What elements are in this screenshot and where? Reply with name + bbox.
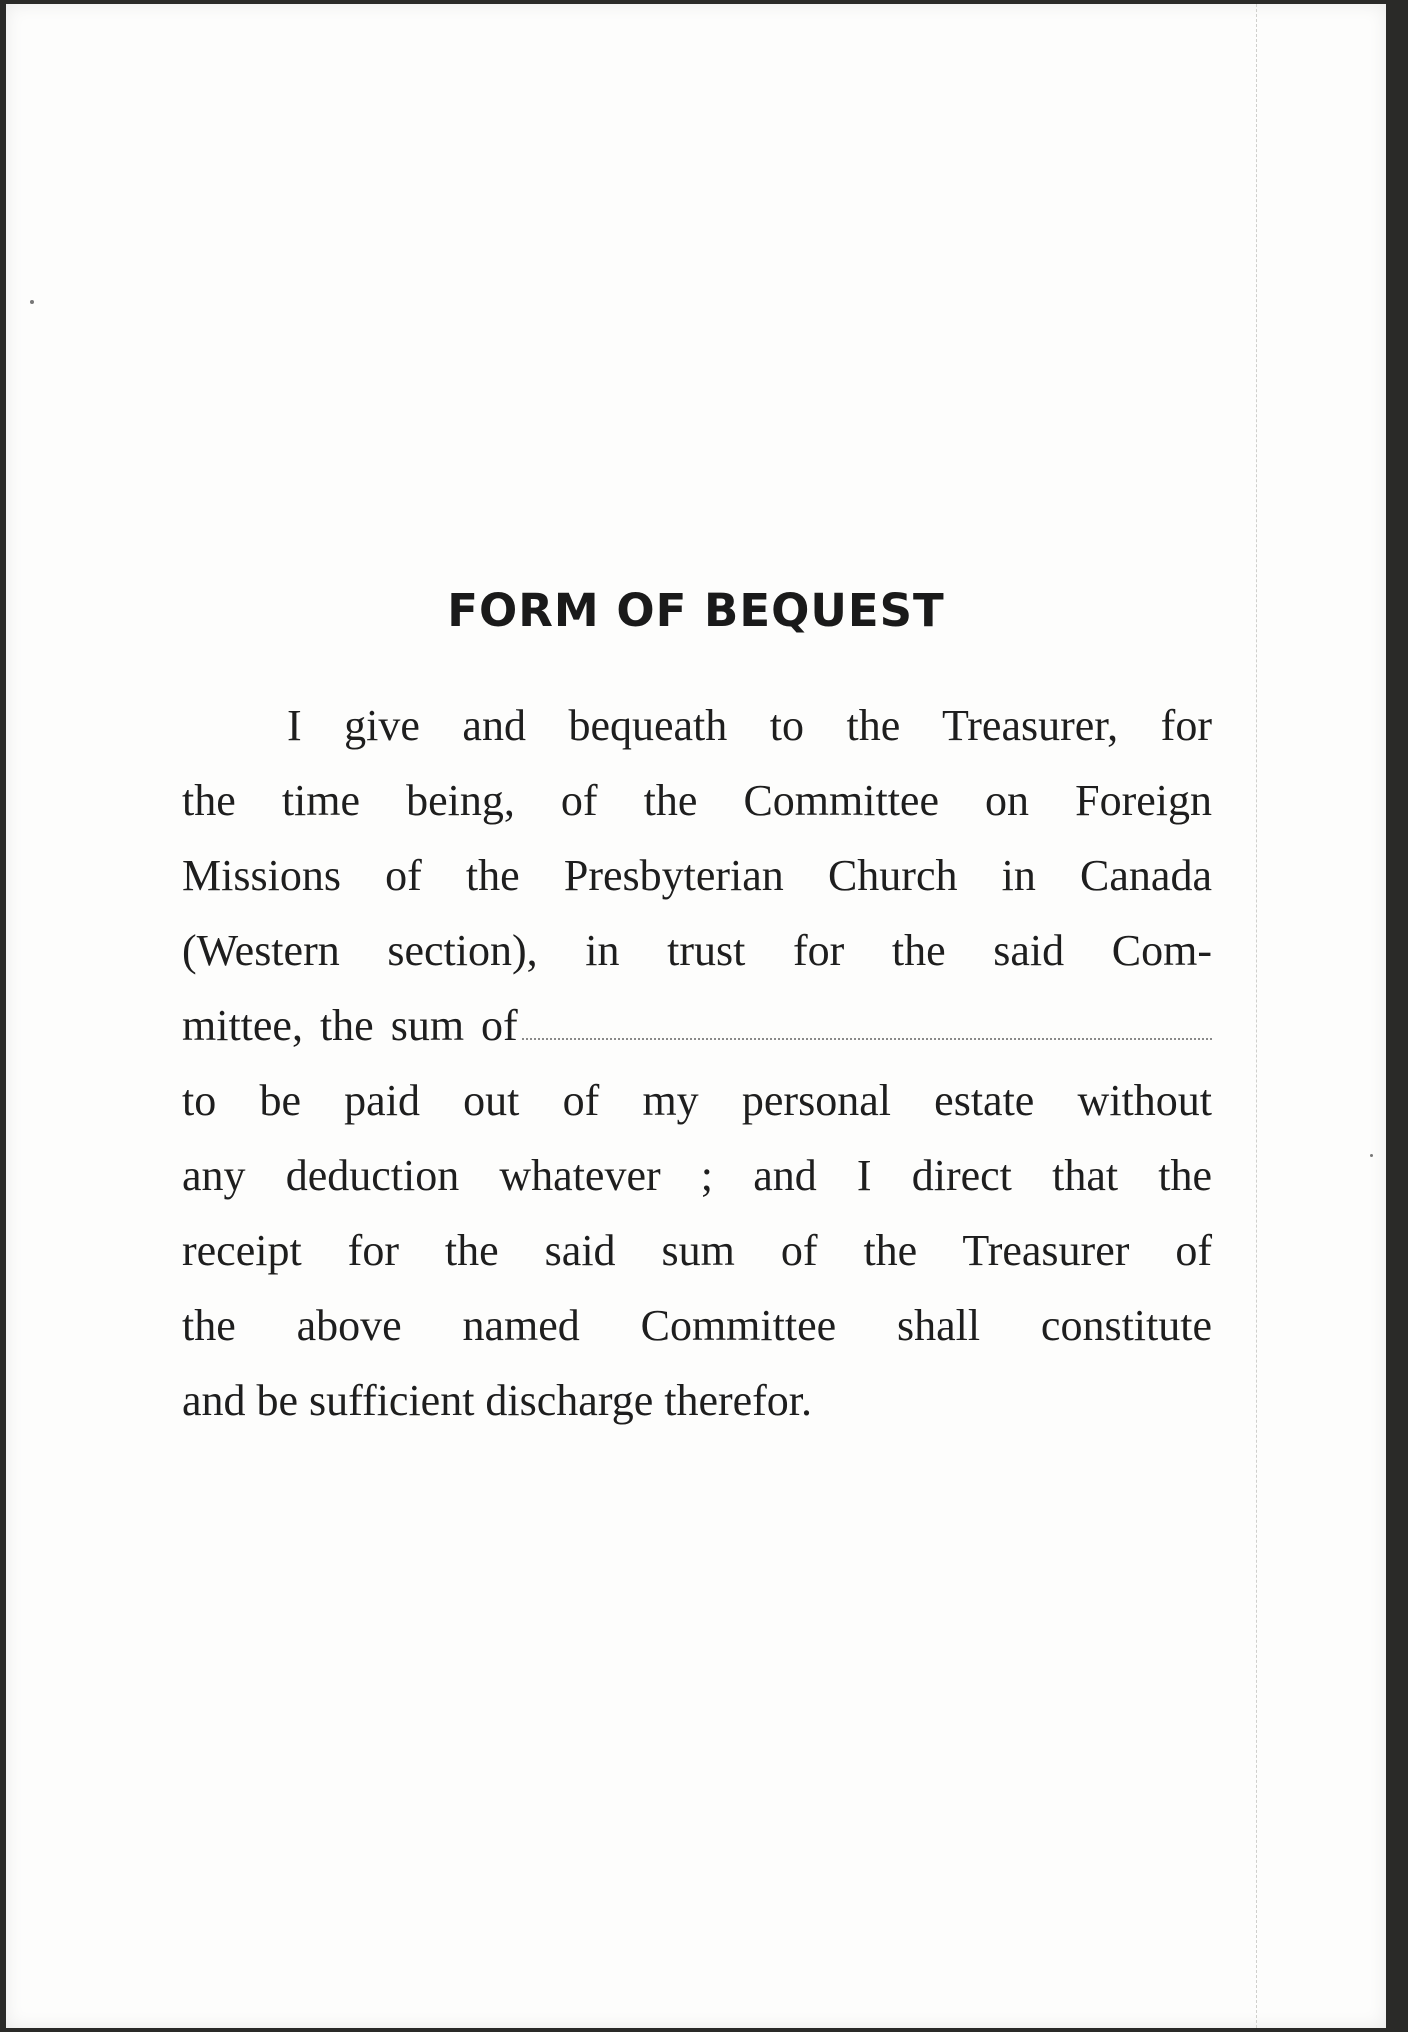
document-page — [6, 4, 1386, 2028]
fold-line — [1256, 4, 1257, 2028]
bequest-line: receipt for the said sum of the Treasurer of — [182, 1226, 1212, 1275]
bequest-line: mittee, the sum of — [182, 1001, 518, 1050]
bequest-line: (Western section), in trust for the said Com- — [182, 926, 1212, 975]
document-title: FORM OF BEQUEST — [447, 584, 945, 637]
sum-row — [182, 996, 1212, 1056]
bequest-line: and be sufficient discharge therefor. — [182, 1376, 813, 1425]
paper-speck — [1370, 1154, 1373, 1157]
bequest-line: I give and bequeath to the Treasurer, for — [287, 701, 1212, 750]
bequest-line: any deduction whatever ; and I direct that the — [182, 1151, 1212, 1200]
bequest-line: the above named Committee shall constitute — [182, 1301, 1212, 1350]
paper-speck — [30, 300, 34, 304]
bequest-line: the time being, of the Committee on Foreign — [182, 776, 1212, 825]
bequest-line: to be paid out of my personal estate without — [182, 1076, 1212, 1125]
bequest-line: Missions of the Presbyterian Church in Canada — [182, 851, 1212, 900]
sum-blank-field[interactable] — [522, 1000, 1212, 1040]
